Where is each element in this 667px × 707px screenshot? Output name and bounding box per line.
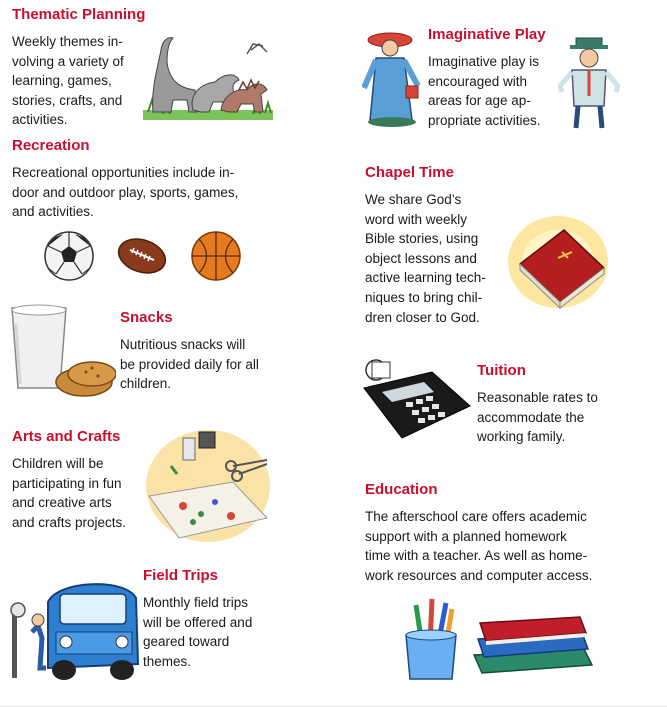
chapel-time-heading: Chapel Time — [365, 164, 454, 181]
field-trips-text: Monthly field trips will be offered and geared toward themes. — [143, 595, 253, 669]
sports-balls-clipart — [44, 230, 244, 284]
milk-cookies-clipart — [8, 300, 116, 400]
arts-and-crafts-text: Children will be participating in fun and creative arts and crafts projects. — [12, 456, 127, 530]
dinosaurs-clipart — [143, 30, 273, 122]
imaginative-play-heading: Imaginative Play — [428, 26, 546, 43]
tuition-text: Reasonable rates to accommodate the working family. — [477, 390, 598, 445]
recreation-heading: Recreation — [12, 137, 90, 154]
snacks-heading: Snacks — [120, 309, 173, 326]
arts-and-crafts-heading: Arts and Crafts — [12, 428, 121, 445]
snacks-text: Nutritious snacks will be provided daily for all children. — [120, 337, 259, 392]
pencils-books-clipart — [402, 595, 594, 683]
arts-supplies-clipart — [143, 426, 273, 544]
thematic-planning-heading: Thematic Planning — [12, 6, 146, 23]
education-heading: Education — [365, 481, 438, 498]
school-bus-clipart — [8, 572, 140, 682]
girl-dressup-clipart — [362, 30, 426, 128]
bible-clipart — [506, 212, 610, 312]
recreation-text: Recreational opportunities include in- door and outdoor play, sports, games, and activities. — [12, 165, 239, 220]
education-text: The afterschool care offers academic support with a planned homework time with a teacher. As well as home- work resources and computer access. — [365, 509, 593, 583]
boy-dressup-clipart — [558, 36, 620, 132]
field-trips-heading: Field Trips — [143, 567, 219, 584]
tuition-heading: Tuition — [477, 362, 526, 379]
imaginative-play-text: Imaginative play is encouraged with areas for age ap- propriate activities. — [428, 54, 541, 128]
chapel-time-text: We share God’s word with weekly Bible stories, using object lessons and active learning tech- niques to bring chil- dren closer to God. — [365, 192, 486, 325]
calculator-clipart — [362, 358, 472, 442]
thematic-planning-text: Weekly themes in- volving a variety of learning, games, stories, crafts, and activities. — [12, 34, 124, 128]
